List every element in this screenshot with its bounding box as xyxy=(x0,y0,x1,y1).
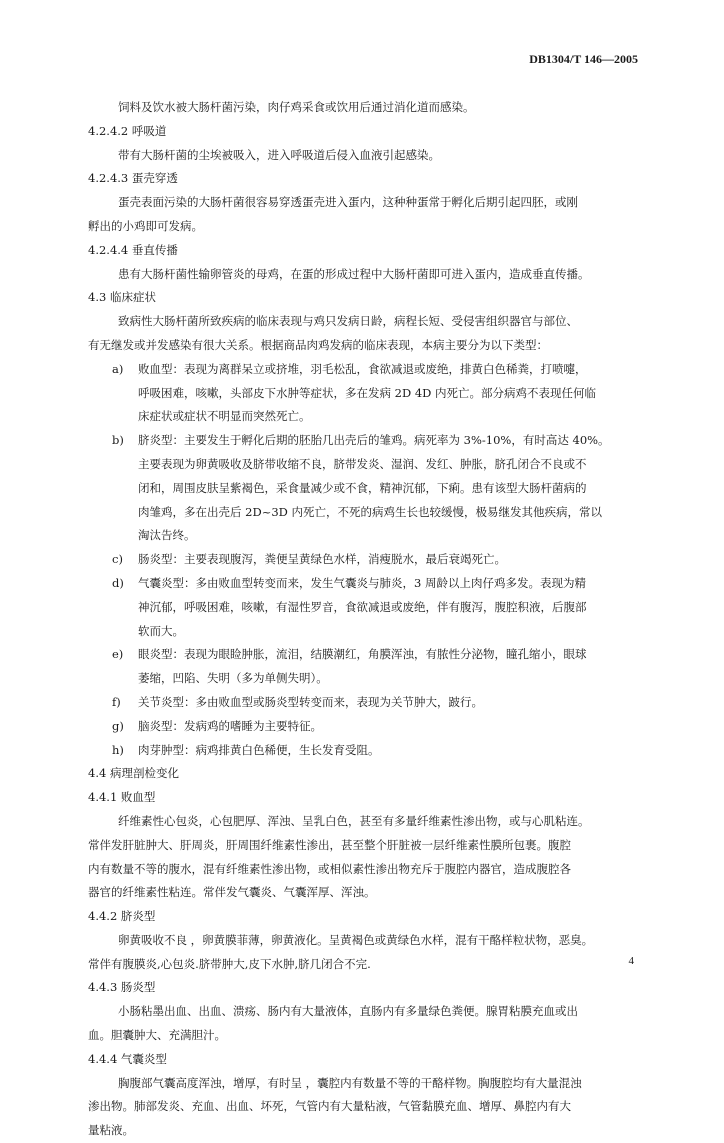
list-item-label: b) xyxy=(112,433,124,448)
paragraph-line: 孵出的小鸡即可发病。 xyxy=(88,218,203,233)
list-item-label: e) xyxy=(112,647,124,662)
paragraph-line: 纤维素性心包炎，心包肥厚、浑浊、呈乳白色，甚至有多量纤维素性渗出物，或与心肌粘连。 xyxy=(118,813,590,828)
list-item xyxy=(88,691,636,715)
paragraph-line: 蛋壳表面污染的大肠杆菌很容易穿透蛋壳进入蛋内，这种种蛋常于孵化后期引起四胚，或刚 xyxy=(118,195,578,210)
paragraph-line: 小肠粘墨出血、出血、溃疡、肠内有大量液体，直肠内有多量绿色粪便。腺胃粘膜充血或出 xyxy=(118,1004,578,1019)
section-heading: 4.4.2 脐炎型 xyxy=(88,909,156,924)
list-item-text: 败血型：表现为离群呆立或挤堆，羽毛松乱，食欲减退或废绝，排黄白色稀粪，打喷嚏， xyxy=(138,361,587,376)
list-item-continuation: 主要表现为卵黄吸收及脐带收缩不良，脐带发炎、湿润、发红、肿胀，脐孔闭合不良或不 xyxy=(138,456,587,471)
list-item-continuation: 淘汰告终。 xyxy=(138,528,196,543)
paragraph-line: 饲料及饮水被大肠杆菌污染，肉仔鸡采食或饮用后通过消化道而感染。 xyxy=(118,100,475,114)
paragraph-line: 常伴发肝脏肿大、肝周炎，肝周围纤维素性渗出，甚至整个肝脏被一层纤维素性膜所包裹。腹腔 xyxy=(88,837,571,852)
paragraph-line: 器官的纤维素性粘连。常伴发气囊炎、气囊浑厚、浑浊。 xyxy=(88,885,376,900)
list-item-text: 脐炎型：主要发生于孵化后期的胚胎几出壳后的雏鸡。病死率为 3%-10%，有时高达 40%。 xyxy=(138,433,610,448)
paragraph-line: 常伴有腹膜炎,心包炎.脐带肿大,皮下水肿,脐几闭合不完. xyxy=(88,956,371,971)
section-heading: 4.4.4 气囊炎型 xyxy=(88,1051,167,1066)
list-item xyxy=(88,358,636,382)
paragraph-line: 患有大肠杆菌性输卵管炎的母鸡，在蛋的形成过程中大肠杆菌即可进入蛋内，造成垂直传播。 xyxy=(118,266,590,281)
list-item-continuation: 软而大。 xyxy=(138,623,184,638)
list-item-continuation: 呼吸困难，咳嗽，头部皮下水肿等症状，多在发病 2D 4D 内死亡。部分病鸡不表现任何临 xyxy=(138,385,597,400)
page-number: 4 xyxy=(628,955,634,967)
list-item xyxy=(88,739,636,763)
list-item-continuation: 神沉郁，呼吸困难，咳嗽，有湿性罗音，食欲减退或废绝，伴有腹泻，腹腔积液，后腹部 xyxy=(138,599,587,614)
list-item-label: h) xyxy=(112,742,124,757)
section-heading: 4.2.4.2 呼吸道 xyxy=(88,123,167,138)
document-number: DB1304/T 146—2005 xyxy=(529,52,638,66)
paragraph-line: 量粘液。 xyxy=(88,1123,134,1138)
list-item xyxy=(88,715,636,739)
list-item-continuation: 肉雏鸡，多在出壳后 2D~3D 内死亡，不死的病鸡生长也较缓慢，极易继发其他疾病，常以 xyxy=(138,504,603,519)
list-item-continuation: 闭和，周围皮肤呈紫褐色，采食量减少或不食，精神沉郁，下痢。患有该型大肠杆菌病的 xyxy=(138,480,587,495)
list-item-text: 气囊炎型：多由败血型转变而来，发生气囊炎与肺炎，3 周龄以上肉仔鸡多发。表现为精 xyxy=(138,575,586,590)
list-item-text: 肠炎型：主要表现腹泻，粪便呈黄绿色水样，消瘦脱水，最后衰竭死亡。 xyxy=(138,552,506,567)
section-heading: 4.4.1 败血型 xyxy=(88,790,156,805)
list-item-continuation: 床症状或症状不明显而突然死亡。 xyxy=(138,409,311,424)
section-heading: 4.3 临床症状 xyxy=(88,290,156,305)
list-item-text: 肉芽肿型：病鸡排黄白色稀便，生长发育受阻。 xyxy=(138,742,380,757)
list-item-text: 关节炎型：多由败血型或肠炎型转变而来，表现为关节肿大，跛行。 xyxy=(138,694,483,709)
list-item-text: 脑炎型：发病鸡的嗜睡为主要特征。 xyxy=(138,718,322,733)
list-item-text: 眼炎型：表现为眼睑肿胀，流泪，结膜潮红，角膜浑浊，有脓性分泌物，瞳孔缩小，眼球 xyxy=(138,647,587,662)
list-item-label: a) xyxy=(112,361,124,376)
list-item xyxy=(88,572,636,596)
section-heading: 4.4 病理剖检变化 xyxy=(88,766,179,781)
list-item-continuation: 萎缩，凹陷、失明（多为单侧失明）。 xyxy=(138,671,328,686)
paragraph-line: 卵黄吸收不良 ，卵黄膜菲薄，卵黄液化。呈黄褐色或黄绿色水样，混有干酪样粒状物，恶臭。 xyxy=(118,932,594,947)
list-item xyxy=(88,548,636,572)
paragraph-line: 带有大肠杆菌的尘埃被吸入，进入呼吸道后侵入血液引起感染。 xyxy=(118,147,440,162)
paragraph-line: 血。胆囊肿大、充满胆汁。 xyxy=(88,1028,226,1043)
list-item xyxy=(88,643,636,667)
paragraph-line: 有无继发或并发感染有很大关系。根据商品肉鸡发病的临床表现，本病主要分为以下类型： xyxy=(88,337,548,352)
list-item xyxy=(88,429,636,453)
paragraph-line: 致病性大肠杆菌所致疾病的临床表现与鸡只发病日龄，病程长短、受侵害组织器官与部位、 xyxy=(118,314,578,329)
paragraph-line: 内有数量不等的腹水，混有纤维素性渗出物，或相似素性渗出物充斥于腹腔内器官，造成腹腔各 xyxy=(88,861,571,876)
section-heading: 4.2.4.4 垂直传播 xyxy=(88,242,178,257)
section-heading: 4.2.4.3 蛋壳穿透 xyxy=(88,171,178,186)
list-item-label: g) xyxy=(112,718,124,733)
list-item-label: f) xyxy=(112,694,121,709)
section-heading: 4.4.3 肠炎型 xyxy=(88,980,156,995)
paragraph-line: 渗出物。肺部发炎、充血、出血、坏死，气管内有大量粘液，气管黏膜充血、增厚、鼻腔内有大 xyxy=(88,1099,571,1114)
paragraph-line: 胸腹部气囊高度浑浊，增厚，有时呈 ，囊腔内有数量不等的干酪样物。胸腹腔均有大量混浊 xyxy=(118,1075,582,1090)
document-body xyxy=(88,96,636,1143)
list-item-label: c) xyxy=(112,552,123,567)
list-item-label: d) xyxy=(112,575,124,590)
